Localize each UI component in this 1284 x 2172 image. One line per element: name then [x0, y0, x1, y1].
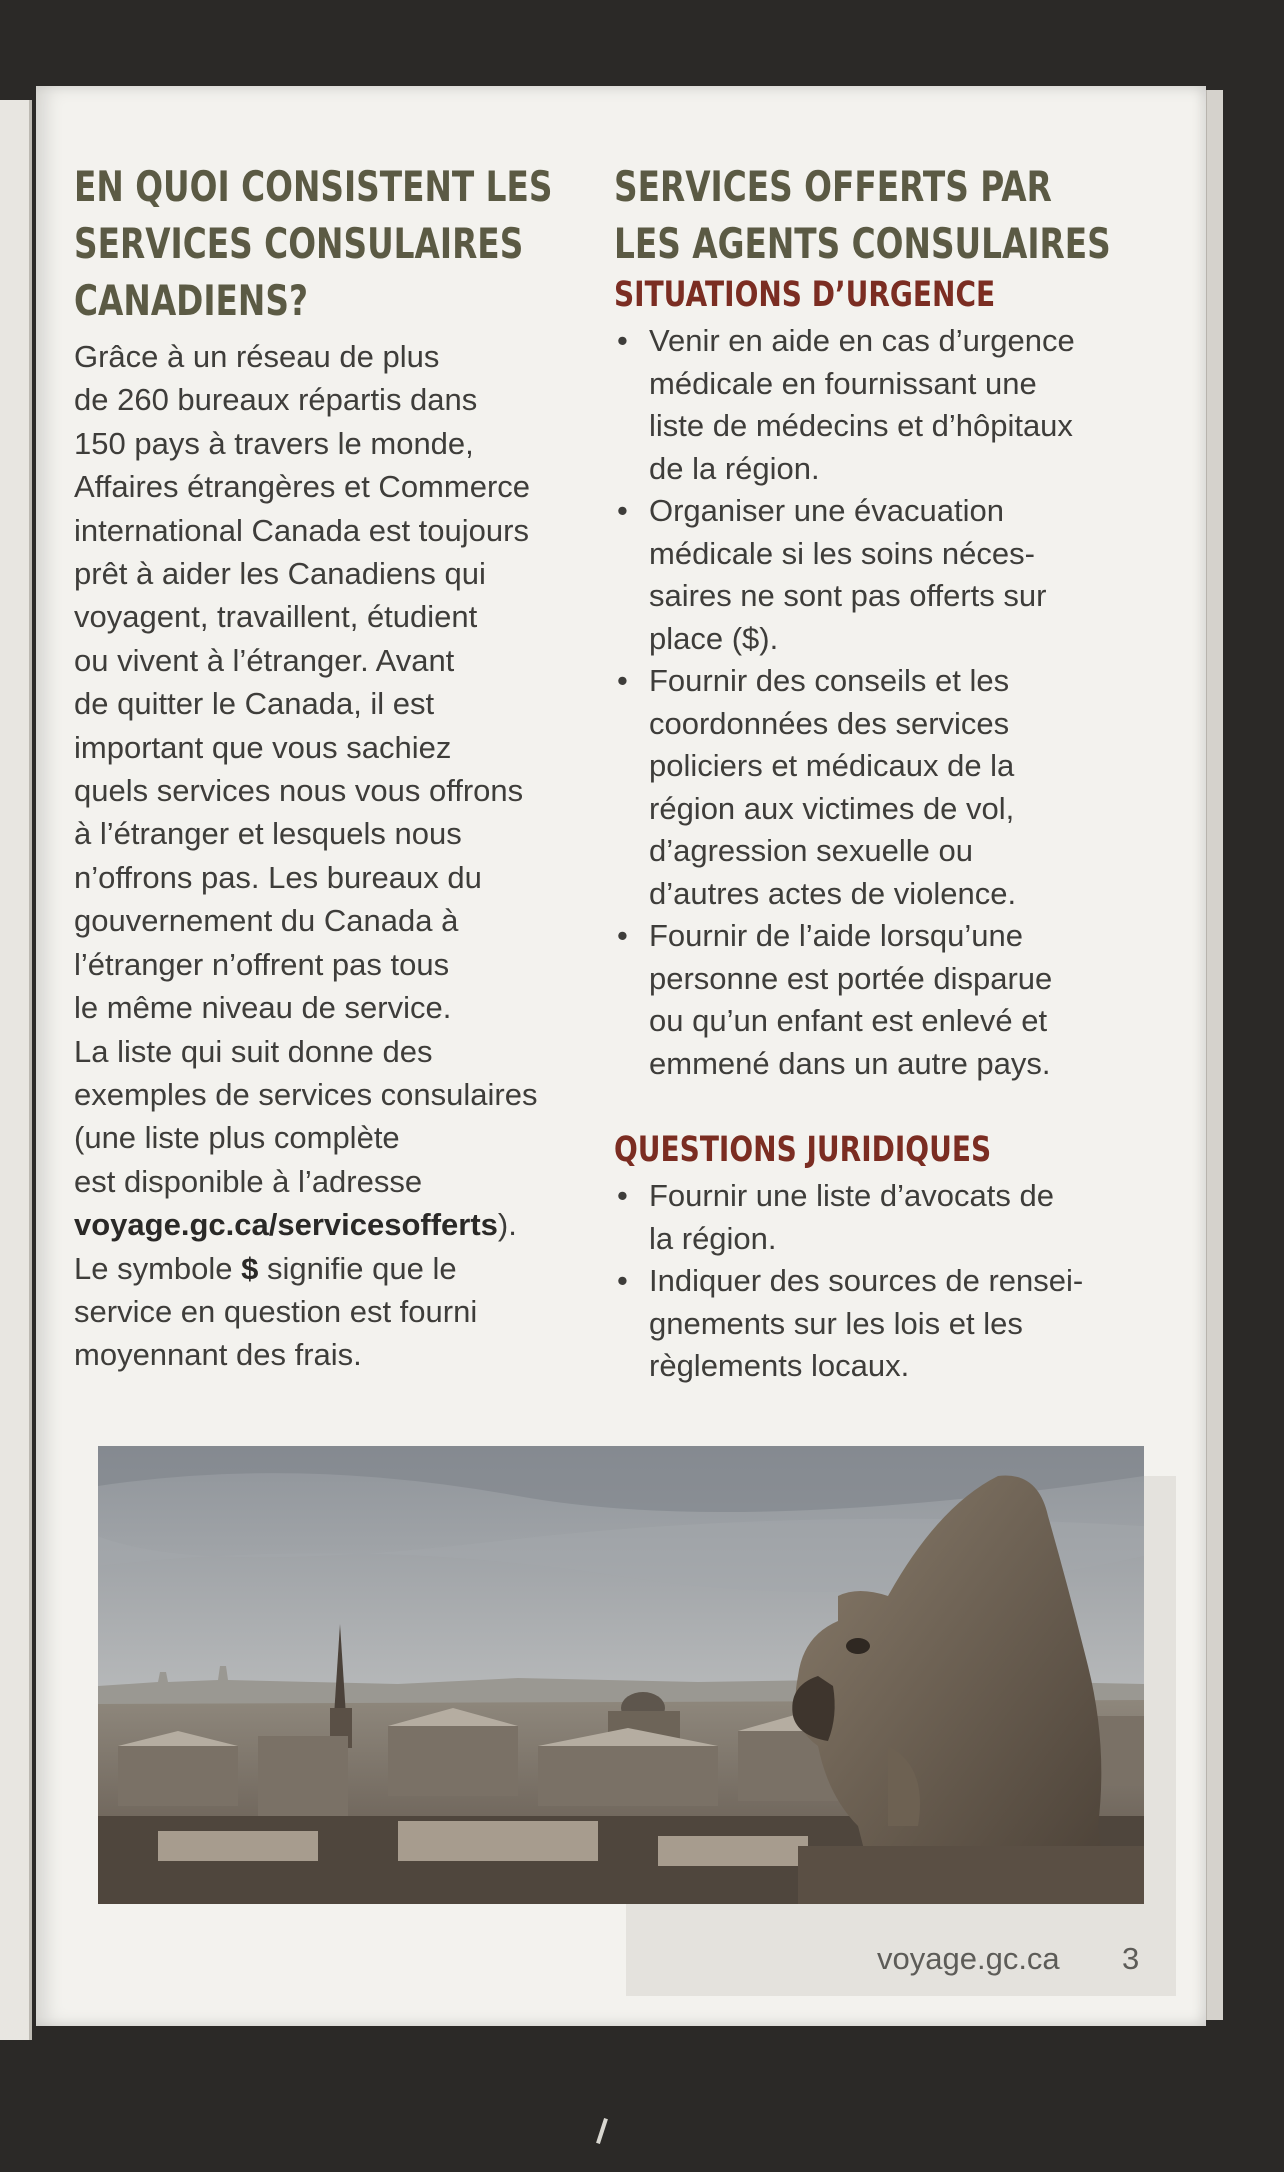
bullet-line: personne est portée disparue: [649, 960, 1053, 996]
intro-line: voyagent, travaillent, étudient: [74, 599, 478, 635]
left-column: [74, 158, 604, 1377]
bullet-line: médicale si les soins néces-: [649, 535, 1035, 571]
intro-line: le même niveau de service.: [74, 990, 452, 1026]
heading-line: CANADIENS?: [74, 276, 308, 325]
juridiques-list: [614, 1175, 1154, 1388]
bullet-line: • Fournir une liste d’avocats de: [649, 1178, 1054, 1213]
bullet-line: ou qu’un enfant est enlevé et: [649, 1003, 1048, 1038]
heading-line: SERVICES OFFERTS PAR: [614, 162, 1052, 211]
heading-line: EN QUOI CONSISTENT LES: [74, 162, 553, 211]
intro-line: de quitter le Canada, il est: [74, 686, 435, 722]
intro-line: Grâce à un réseau de plus: [74, 339, 440, 374]
bullet-line: règlements locaux.: [649, 1348, 910, 1383]
intro-line: exemples de services consulaires: [74, 1076, 538, 1112]
symbol-line: [74, 1247, 604, 1290]
bullet-line: la région.: [649, 1220, 777, 1256]
bullet-line: • Venir en aide en cas d’urgence: [649, 323, 1075, 358]
intro-line: (une liste plus complète: [74, 1120, 400, 1156]
bullet-line: d’autres actes de violence.: [649, 875, 1017, 911]
paris-gargoyle-photo: [98, 1446, 1144, 1904]
list-item: [614, 1175, 1154, 1260]
intro-line: service en question est fourni: [74, 1293, 478, 1329]
urgence-title: SITUATIONS D’URGENCE: [614, 275, 996, 315]
link-suffix: ).: [497, 1207, 517, 1243]
footer-url[interactable]: voyage.gc.ca: [877, 1941, 1060, 1976]
list-item: [614, 490, 1154, 660]
right-heading: [614, 158, 1154, 272]
intro-line: La liste qui suit donne des: [74, 1033, 433, 1069]
bullet-line: gnements sur les lois et les: [649, 1305, 1023, 1341]
intro-line: Affaires étrangères et Commerce: [74, 469, 531, 505]
intro-line: gouvernement du Canada à: [74, 903, 459, 939]
bullet-line: région aux victimes de vol,: [649, 790, 1015, 826]
intro-line: à l’étranger et lesquels nous: [74, 816, 462, 852]
urgence-list: [614, 320, 1154, 1085]
bullet-line: policiers et médicaux de la: [649, 748, 1015, 783]
bullet-line: emmené dans un autre pays.: [649, 1045, 1051, 1081]
link-line: [74, 1203, 604, 1246]
heading-line: SERVICES CONSULAIRES: [74, 219, 524, 268]
heading-line: LES AGENTS CONSULAIRES: [614, 219, 1111, 268]
booklet-page: [36, 86, 1206, 2026]
list-item: [614, 320, 1154, 490]
bullet-line: • Fournir des conseils et les: [649, 663, 1010, 698]
left-heading: [74, 158, 604, 329]
right-column: [614, 158, 1154, 1388]
bullet-line: de la région.: [649, 450, 820, 486]
bullet-line: médicale en fournissant une: [649, 365, 1037, 401]
bullet-line: d’agression sexuelle ou: [649, 833, 973, 868]
intro-line: 150 pays à travers le monde,: [74, 425, 474, 461]
intro-paragraph: [74, 335, 604, 1377]
intro-line: quels services nous vous offrons: [74, 773, 524, 809]
bullet-line: liste de médecins et d’hôpitaux: [649, 408, 1073, 443]
juridiques-title: QUESTIONS JURIDIQUES: [614, 1130, 992, 1170]
intro-line: de 260 bureaux répartis dans: [74, 382, 478, 418]
bullet-line: saires ne sont pas offerts sur: [649, 578, 1047, 613]
page-stack-edge: [1205, 90, 1223, 2020]
list-item: [614, 1260, 1154, 1388]
services-link[interactable]: voyage.gc.ca/servicesofferts: [74, 1207, 498, 1243]
page-number: 3: [1122, 1941, 1140, 1976]
intro-line: n’offrons pas. Les bureaux du: [74, 859, 482, 895]
dollar-symbol: $: [241, 1250, 259, 1286]
bullet-line: • Organiser une évacuation: [649, 493, 1005, 528]
symbol-prefix: Le symbole: [74, 1250, 242, 1286]
intro-line: important que vous sachiez: [74, 729, 452, 765]
bullet-line: • Indiquer des sources de rensei-: [649, 1263, 1084, 1298]
intro-line: l’étranger n’offrent pas tous: [74, 946, 450, 982]
list-item: [614, 915, 1154, 1085]
intro-line: international Canada est toujours: [74, 512, 529, 548]
bullet-line: • Fournir de l’aide lorsqu’une: [649, 918, 1023, 953]
bullet-line: coordonnées des services: [649, 705, 1010, 741]
intro-line: moyennant des frais.: [74, 1337, 362, 1373]
previous-page-edge: [0, 100, 32, 2040]
bullet-line: place ($).: [649, 620, 779, 656]
list-item: [614, 660, 1154, 915]
intro-line: prêt à aider les Canadiens qui: [74, 556, 486, 592]
symbol-suffix: signifie que le: [258, 1250, 457, 1286]
intro-line: ou vivent à l’étranger. Avant: [74, 642, 455, 678]
intro-line: est disponible à l’adresse: [74, 1163, 423, 1199]
